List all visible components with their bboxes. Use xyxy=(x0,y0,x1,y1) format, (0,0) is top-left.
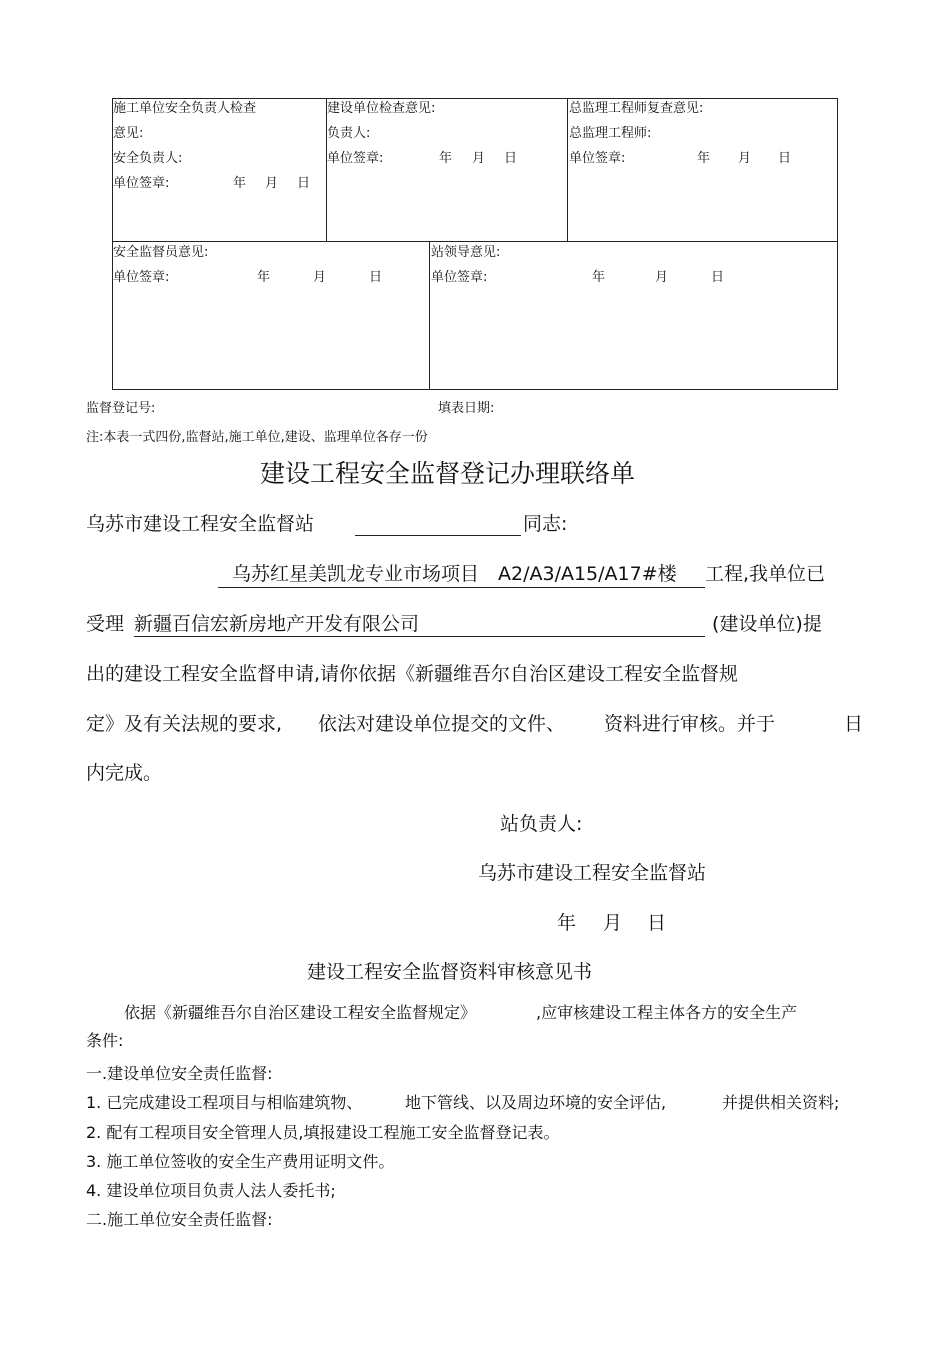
review-item: 4. 建设单位项目负责人法人委托书; xyxy=(86,1181,336,1200)
review-intro-a: 依据《新疆维吾尔自治区建设工程安全监督规定》 xyxy=(124,1003,477,1022)
approval-table xyxy=(112,98,838,390)
company-name-underline xyxy=(134,636,705,637)
date-day: 日 xyxy=(778,151,792,166)
letter-title: 建设工程安全监督登记办理联络单 xyxy=(260,459,636,488)
letter-line4-b: 依法对建设单位提交的文件、 xyxy=(318,713,566,735)
review-intro-c: 条件: xyxy=(86,1031,124,1050)
addressee-suffix: 同志: xyxy=(523,513,568,535)
date-year: 年 xyxy=(439,151,453,166)
date-year: 年 xyxy=(233,176,247,191)
letter-line4-a: 定》及有关法规的要求, xyxy=(86,713,283,735)
date-day: 日 xyxy=(647,912,667,934)
unit-seal-label: 单位签章: xyxy=(327,151,384,166)
section-heading: 一.建设单位安全责任监督: xyxy=(86,1064,273,1083)
signer-organization: 乌苏市建设工程安全监督站 xyxy=(478,862,707,884)
unit-seal-label: 单位签章: xyxy=(113,176,170,191)
owner-opinion-label: 建设单位检查意见: xyxy=(327,101,436,116)
table-row-divider xyxy=(112,241,838,242)
date-month: 月 xyxy=(472,151,486,166)
chief-supervisor-label: 总监理工程师: xyxy=(569,126,652,141)
note-text: 注:本表一式四份,监督站,施工单位,建设、监理单位各存一份 xyxy=(86,430,428,445)
registration-number-label: 监督登记号: xyxy=(86,401,156,416)
station-leader-opinion-label: 站领导意见: xyxy=(431,245,501,260)
table-col-divider xyxy=(567,98,568,241)
letter-line4-d: 日 xyxy=(844,713,864,735)
date-month: 月 xyxy=(738,151,752,166)
date-month: 月 xyxy=(313,270,327,285)
unit-seal-label: 单位签章: xyxy=(431,270,488,285)
table-col-divider xyxy=(429,241,430,390)
fill-date-label: 填表日期: xyxy=(438,401,495,416)
letter-line5: 内完成。 xyxy=(86,762,163,784)
project-name-underline xyxy=(218,587,705,588)
letter-line1-suffix: 工程,我单位已 xyxy=(705,563,826,585)
chief-supervisor-opinion-label: 总监理工程师复查意见: xyxy=(569,101,704,116)
date-month: 月 xyxy=(603,912,623,934)
date-year: 年 xyxy=(257,270,271,285)
date-month: 月 xyxy=(655,270,669,285)
date-day: 日 xyxy=(297,176,311,191)
opinion-label: 意见: xyxy=(113,126,144,141)
addressee-blank-underline xyxy=(355,535,521,536)
responsible-person-label: 负责人: xyxy=(327,126,371,141)
section-heading: 二.施工单位安全责任监督: xyxy=(86,1210,273,1229)
company-name: 新疆百信宏新房地产开发有限公司 xyxy=(134,613,420,635)
review-item: 并提供相关资料; xyxy=(722,1093,840,1112)
date-month: 月 xyxy=(265,176,279,191)
date-year: 年 xyxy=(592,270,606,285)
review-item: 3. 施工单位签收的安全生产费用证明文件。 xyxy=(86,1152,395,1171)
unit-seal-label: 单位签章: xyxy=(569,151,626,166)
date-year: 年 xyxy=(697,151,711,166)
addressee-prefix: 乌苏市建设工程安全监督站 xyxy=(86,513,315,535)
review-item: 地下管线、以及周边环境的安全评估, xyxy=(405,1093,667,1112)
safety-inspector-opinion-label: 安全监督员意见: xyxy=(113,245,209,260)
project-name: 乌苏红星美凯龙专业市场项目 A2/A3/A15/A17#楼 xyxy=(232,563,677,585)
date-year: 年 xyxy=(557,912,577,934)
letter-line2-suffix: (建设单位)提 xyxy=(712,613,822,635)
safety-head-label: 安全负责人: xyxy=(113,151,183,166)
review-item: 2. 配有工程项目安全管理人员,填报建设工程施工安全监督登记表。 xyxy=(86,1123,560,1142)
date-day: 日 xyxy=(711,270,725,285)
review-item: 1. 已完成建设工程项目与相临建筑物、 xyxy=(86,1093,363,1112)
review-title: 建设工程安全监督资料审核意见书 xyxy=(307,961,593,983)
signer-label: 站负责人: xyxy=(500,813,583,835)
unit-seal-label: 单位签章: xyxy=(113,270,170,285)
table-col-divider xyxy=(326,98,327,241)
date-day: 日 xyxy=(369,270,383,285)
letter-line2-prefix: 受理 xyxy=(86,613,125,635)
letter-line3: 出的建设工程安全监督申请,请你依据《新疆维吾尔自治区建设工程安全监督规 xyxy=(86,663,739,685)
review-intro-b: ,应审核建设工程主体各方的安全生产 xyxy=(536,1003,798,1022)
construction-safety-head-label: 施工单位安全负责人检查 xyxy=(113,101,257,116)
date-day: 日 xyxy=(504,151,518,166)
letter-line4-c: 资料进行审核。并于 xyxy=(604,713,776,735)
